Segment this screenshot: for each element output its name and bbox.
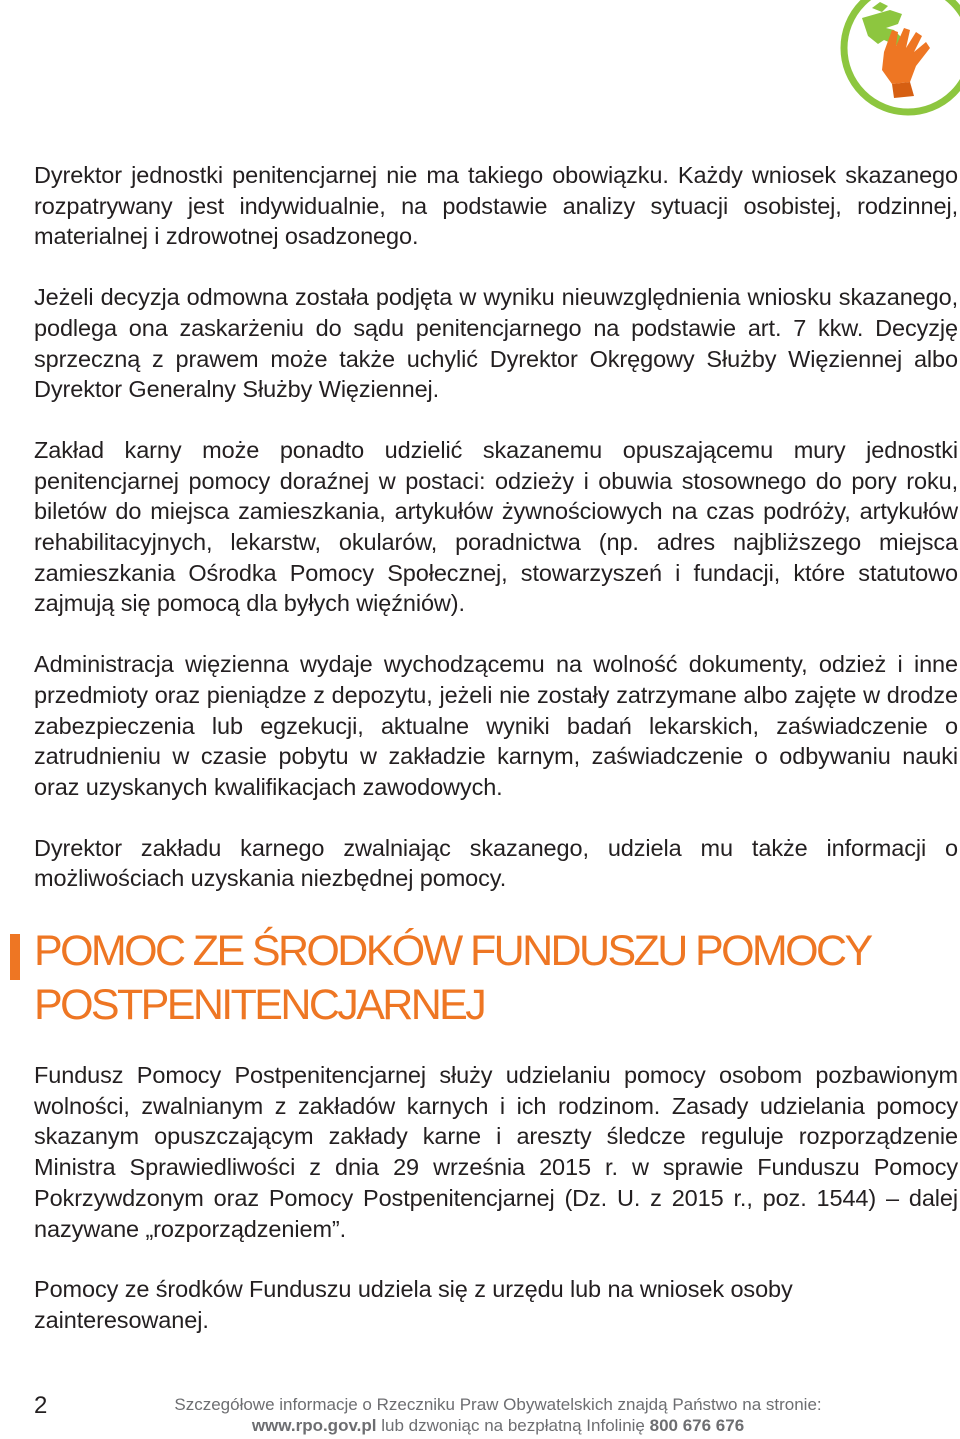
footer-url-link[interactable]: www.rpo.gov.pl [251, 1416, 377, 1435]
section-heading [34, 924, 958, 1032]
helping-hands-logo-icon [832, 0, 960, 118]
paragraph-documents: Administracja więzienna wydaje wychodzącemu na wolność dokumenty, odzież i inne przedmioty oraz pieniądze z depozytu, jeżeli nie zostały zatrzymane albo zajęte w drodze zabezpieczenia lub egzekucji, aktualne wyniki badań lekarskich, zaświadczenie o zatrudnieniu w czasie pobytu w zakładzie karnym, zaświadczenie o odbywaniu nauki oraz uzyskanych kwalifikacjach zawodowych. [34, 651, 958, 800]
paragraph-obligation: Dyrektor jednostki penitencjarnej nie ma takiego obowiązku. Każdy wniosek skazanego rozpatrywany jest indywidualnie, na podstawie analizy sytuacji osobistej, rodzinnej, materialnej i zdrowotnej osadzonego. [34, 162, 958, 250]
main-content [34, 160, 958, 1366]
heading-accent-bar [10, 934, 20, 980]
page-number: 2 [34, 1392, 48, 1419]
paragraph-information: Dyrektor zakładu karnego zwalniając skazanego, udziela mu także informacji o możliwościach uzyskania niezbędnej pomocy. [34, 834, 958, 892]
paragraph-fund: Fundusz Pomocy Postpenitencjarnej służy udzielaniu pomocy osobom pozbawionym wolności, zwalnianym z zakładów karnych i ich rodzinom. Zasady udzielania pomocy skazanym opuszczającym zakłady karne i areszty śledcze reguluje rozporządzenie Ministra Sprawiedliwości z dnia 29 września 2015 r. w sprawie Funduszu Pomocy Pokrzywdzonym oraz Pomocy Postpenitencjarnej (Dz. U. z 2015 r., poz. 1544) – dalej nazywane „rozporządzeniem”. [34, 1062, 958, 1242]
footer-info-line1: Szczegółowe informacje o Rzeczniku Praw Obywatelskich znajdą Państwo na stronie: [174, 1395, 822, 1414]
page-footer [0, 1390, 960, 1439]
paragraph-emergency-help: Zakład karny może ponadto udzielić skazanemu opuszającemu mury jednostki penitencjarnej pomocy doraźnej w postaci: odzieży i obuwia stosownego do pory roku, biletów do miejsca zamieszkania, artykułów żywnościowych na czas podróży, artykułów rehabilitacyjnych, lekarstw, okularów, poradnictwa (np. adres najbliższego miejsca zamieszkania Ośrodka Pomocy Społecznej, stowarzyszeń i fundacji, które statutowo zajmują się pomocą dla byłych więźniów). [34, 436, 958, 617]
section-heading-block [34, 924, 958, 1032]
footer-phone: 800 676 676 [649, 1416, 745, 1435]
footer-info [138, 1394, 858, 1436]
section-heading-line2: POSTPENITENCJARNEJ [34, 981, 485, 1030]
section-heading-line1: POMOC ZE ŚRODKÓW FUNDUSZU POMOCY [34, 927, 871, 976]
paragraph-appeal: Jeżeli decyzja odmowna została podjęta w wyniku nieuwzględnienia wniosku skazanego, podlega ona zaskarżeniu do sądu penitencjarnego na podstawie art. 7 kkw. Decyzję sprzeczną z prawem może także uchylić Dyrektor Okręgowy Służby Więziennej albo Dyrektor Generalny Służby Więziennej. [34, 284, 958, 403]
paragraph-fund-request: Pomocy ze środków Funduszu udziela się z urzędu lub na wniosek osoby zainteresowanej. [34, 1276, 793, 1333]
footer-info-middle: lub dzwoniąc na bezpłatną Infolinię [376, 1416, 650, 1435]
